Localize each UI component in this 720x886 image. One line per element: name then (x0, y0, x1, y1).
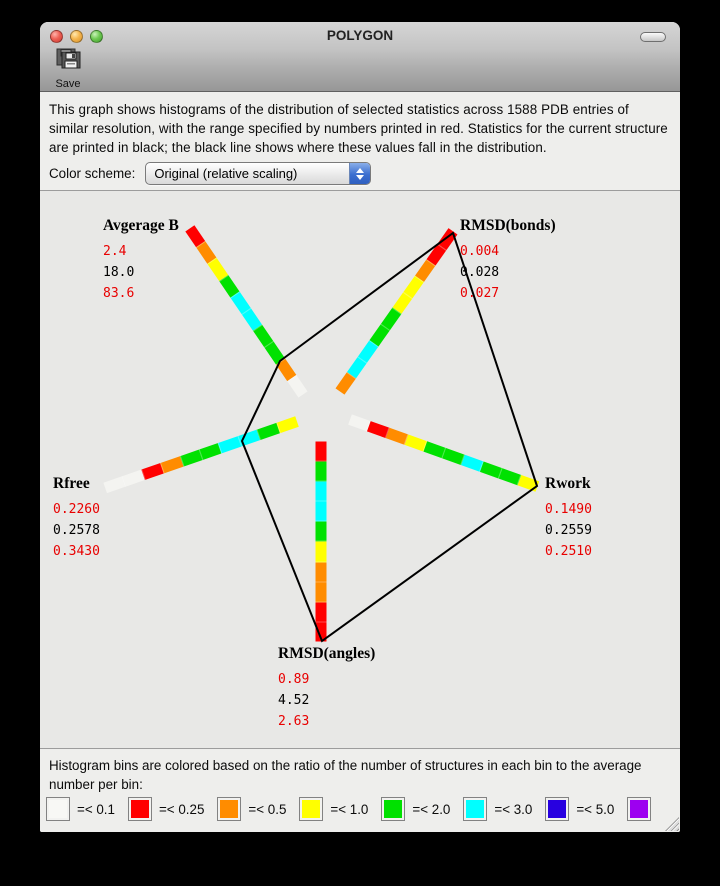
description-panel (40, 92, 680, 190)
color-scheme-dropdown[interactable] (145, 162, 371, 185)
histogram-bin-green (199, 443, 222, 460)
axis-block-rmsd-bonds (460, 217, 556, 304)
window-resize-grip[interactable] (665, 817, 679, 831)
axis-current-value-rmsd-bonds: 0.028 (460, 265, 500, 280)
legend-bin-label-orange: =< 0.5 (248, 801, 287, 817)
axis-label-rfree: Rfree (53, 475, 90, 492)
histogram-bin-orange (316, 582, 327, 602)
axis-current-value-rmsd-angles: 4.52 (278, 693, 310, 708)
window-title: POLYGON (326, 28, 394, 43)
histogram-bin-cyan (218, 436, 241, 453)
legend-bin-label-blue: =< 5.0 (576, 801, 615, 817)
axis-max-value-rwork: 0.2510 (545, 544, 592, 559)
axis-block-avgerage-b (103, 217, 179, 304)
legend-swatch-cyan (463, 797, 487, 821)
axis-max-value-rfree: 0.3430 (53, 544, 100, 559)
histogram-bin-green (180, 449, 203, 466)
histogram-bin-orange (160, 456, 183, 473)
axis-label-rmsd-angles: RMSD(angles) (278, 645, 376, 662)
legend-swatch-red (128, 797, 152, 821)
legend-swatch-green (381, 797, 405, 821)
histogram-bin-yellow (316, 541, 327, 561)
histogram-bin-red (316, 441, 327, 461)
histogram-bin-green (316, 521, 327, 541)
axis-current-value-rfree: 0.2578 (53, 523, 100, 538)
axis-min-value-avgerage-b: 2.4 (103, 244, 127, 259)
histogram-arm-rmsd-bonds (336, 228, 458, 395)
save-button[interactable] (48, 48, 88, 90)
axis-max-value-avgerage-b: 83.6 (103, 286, 135, 301)
histogram-bin-cyan (316, 501, 327, 521)
legend-bin-label-white: =< 0.1 (77, 801, 115, 817)
legend-swatch-yellow (299, 797, 323, 821)
popup-stepper-icon (349, 163, 370, 184)
axis-current-value-rwork: 0.2559 (545, 523, 592, 538)
titlebar-toolbar (40, 22, 680, 92)
histogram-bin-red (141, 463, 164, 480)
histogram-bin-cyan (237, 429, 260, 446)
histogram-arm-rwork (348, 414, 539, 491)
color-scheme-label: Color scheme: (49, 166, 136, 181)
histogram-arm-rfree (103, 416, 298, 493)
histogram-bin-orange (316, 562, 327, 582)
legend-swatch-purple (627, 797, 651, 821)
legend-bin-label-yellow: =< 1.0 (330, 801, 369, 817)
legend-bin-label-green: =< 2.0 (412, 801, 451, 817)
save-button-label: Save (55, 78, 81, 90)
histogram-bin-cyan (316, 481, 327, 501)
histogram-bin-green (316, 461, 327, 481)
axis-block-rwork (545, 475, 592, 562)
histogram-bin-red (316, 602, 327, 622)
histogram-bin-red (316, 622, 327, 641)
axis-block-rfree (53, 475, 100, 562)
histogram-bin-white (103, 476, 125, 493)
axis-max-value-rmsd-angles: 2.63 (278, 714, 310, 729)
axis-label-avgerage-b: Avgerage B (103, 217, 179, 234)
legend-text: Histogram bins are colored based on the ratio of the number of structures in each bin to the average number per bin: (49, 758, 642, 792)
color-scheme-selected-value: Original (relative scaling) (154, 166, 298, 181)
axis-current-value-avgerage-b: 18.0 (103, 265, 135, 280)
legend-swatch-blue (545, 797, 569, 821)
toolbar-toggle-button[interactable] (640, 32, 666, 42)
histogram-arm-rmsd-angles (316, 441, 327, 641)
polygon-window (40, 22, 680, 832)
histogram-bin-yellow (518, 474, 540, 491)
histogram-bin-white (122, 469, 145, 486)
legend-swatch-white (46, 797, 70, 821)
save-floppy-icon (48, 48, 88, 77)
legend-bin-label-cyan: =< 3.0 (494, 801, 533, 817)
radar-histogram-plot (40, 190, 680, 748)
axis-label-rmsd-bonds: RMSD(bonds) (460, 217, 556, 234)
axis-min-value-rmsd-bonds: 0.004 (460, 244, 500, 259)
description-text: This graph shows histograms of the distribution of selected statistics across 1588 PDB entries of similar resolution, with the range specified by numbers printed in red. Statistics for the current structure are printed in black; the black line shows where these values fall in the distribution. (49, 102, 668, 155)
histogram-bin-yellow (276, 416, 299, 433)
axis-min-value-rwork: 0.1490 (545, 502, 592, 517)
color-scheme-row (49, 162, 371, 185)
axis-label-rwork: Rwork (545, 475, 591, 492)
axis-min-value-rmsd-angles: 0.89 (278, 672, 310, 687)
legend-bin-row (46, 797, 658, 821)
axis-block-rmsd-angles (278, 645, 375, 732)
axis-min-value-rfree: 0.2260 (53, 502, 100, 517)
legend-panel (40, 748, 680, 832)
histogram-bin-green (257, 422, 280, 439)
histogram-bin-red (438, 228, 458, 250)
legend-bin-label-red: =< 0.25 (158, 801, 205, 817)
legend-swatch-orange (217, 797, 241, 821)
histogram-arm-avgerage-b (185, 225, 307, 397)
axis-max-value-rmsd-bonds: 0.027 (460, 286, 500, 301)
